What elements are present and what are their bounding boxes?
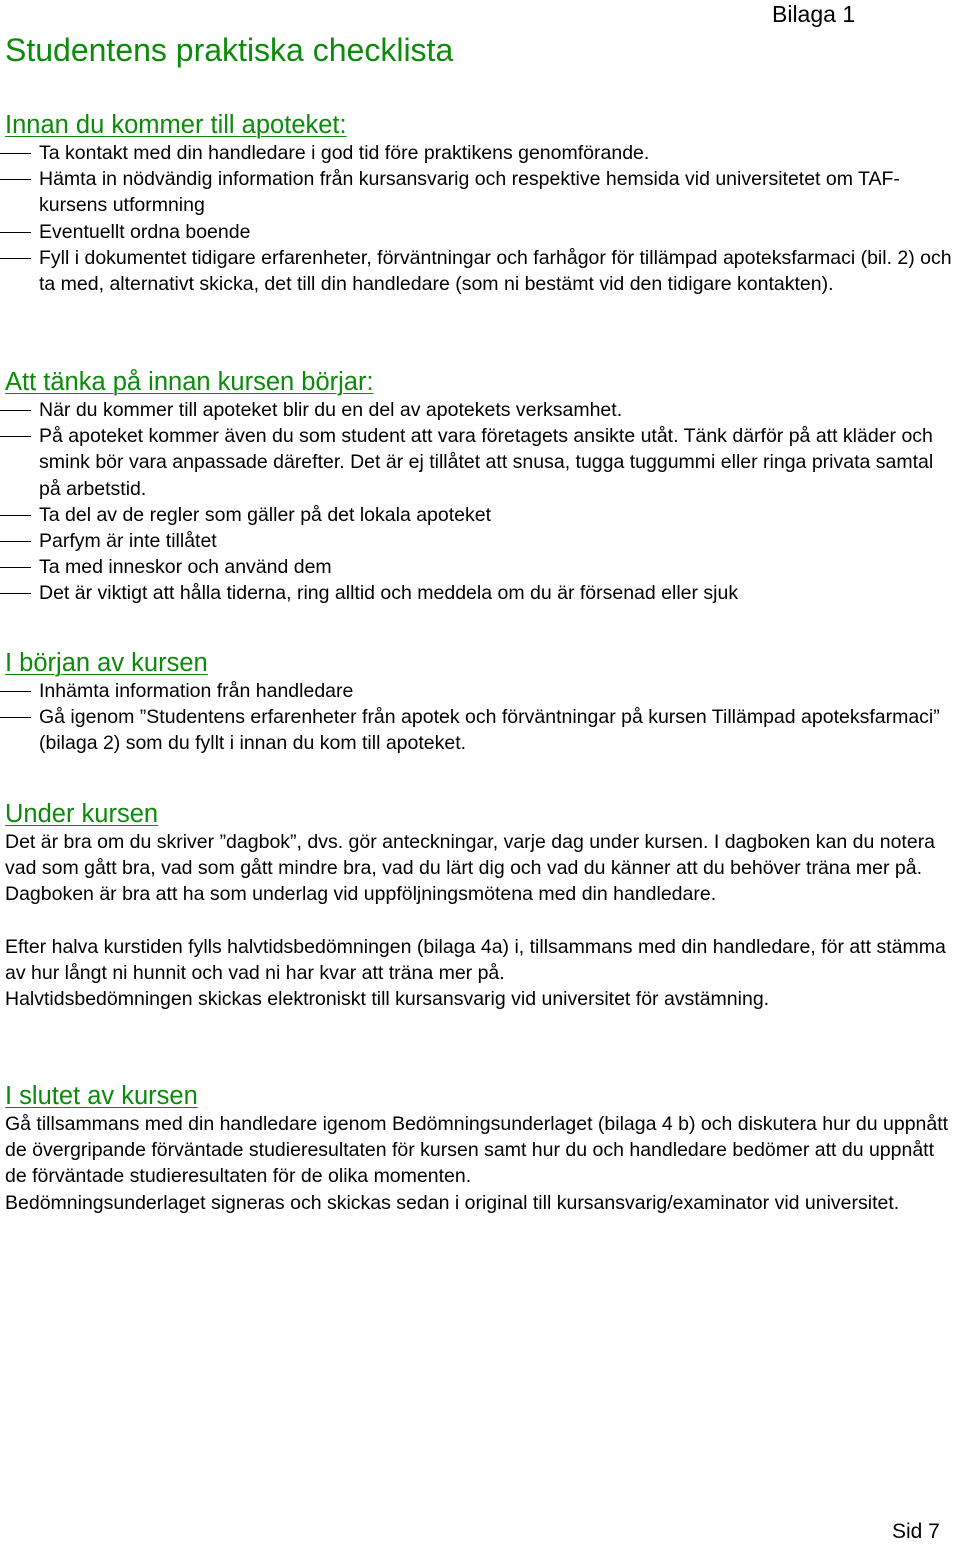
list-item — [5, 219, 957, 245]
list-item-text: Ta med inneskor och använd dem — [39, 556, 332, 579]
checklist — [5, 397, 957, 607]
list-item — [5, 704, 957, 756]
dash-icon — [0, 717, 31, 718]
list-item-text: Ta del av de regler som gäller på det lokala apoteket — [39, 503, 492, 526]
section-during-course — [5, 799, 957, 1012]
list-item-text: Ta kontakt med din handledare i god tid före praktikens genomförande. — [39, 142, 650, 164]
dash-icon — [0, 541, 31, 542]
section-course-start — [5, 648, 957, 757]
list-item — [5, 580, 957, 606]
list-item — [5, 502, 957, 528]
page-number: Sid 7 — [892, 1520, 940, 1543]
dash-icon — [0, 179, 31, 180]
dash-icon — [0, 691, 31, 692]
list-item-text: Fyll i dokumentet tidigare erfarenheter, förväntningar och farhågor för tillämpad apoteksfarmaci (bil. 2) och ta med, alternativt skicka, det till din handledare (som ni bestämt vid den tidigare kontakten). — [39, 246, 952, 296]
list-item-text: Eventuellt ordna boende — [39, 220, 251, 243]
dash-icon — [0, 232, 31, 233]
list-item — [5, 678, 957, 704]
section-heading: Innan du kommer till apoteket: — [5, 111, 347, 139]
paragraph: Halvtidsbedömningen skickas elektroniskt till kursansvarig vid universitet för avstämning. — [5, 988, 770, 1011]
dash-icon — [0, 515, 31, 516]
dash-icon — [0, 258, 31, 259]
list-item — [5, 528, 957, 554]
paragraph: Gå tillsammans med din handledare igenom Bedömningsunderlaget (bilaga 4 b) och diskutera hur du uppnått de övergripande förväntade studieresultaten för kursen samt hur du och handledare bedömer att du uppnått de förväntade studieresultaten för de olika momenten. — [5, 1113, 949, 1188]
section-course-end — [5, 1081, 957, 1216]
paragraph: Bedömningsunderlaget signeras och skickas sedan i original till kursansvarig/examinator vid universitet. — [5, 1191, 900, 1214]
checklist — [5, 140, 957, 297]
list-item-text: Det är viktigt att hålla tiderna, ring alltid och meddela om du är försenad eller sjuk — [39, 582, 739, 605]
list-item-text: Inhämta information från handledare — [39, 680, 354, 702]
list-item-text: På apoteket kommer även du som student att vara företagets ansikte utåt. Tänk därför på att kläder och smink bör vara anpassade därefter. Det är ej tillåtet att snusa, tugga tuggummi eller ringa privata samtal på arbetstid. — [39, 425, 934, 500]
list-item — [5, 423, 957, 502]
section-heading: I slutet av kursen — [5, 1082, 198, 1110]
dash-icon — [0, 567, 31, 568]
page-title: Studentens praktiska checklista — [5, 32, 454, 68]
list-item-text: Hämta in nödvändig information från kursansvarig och respektive hemsida vid universitetet om TAF-kursens utformning — [39, 168, 900, 217]
annex-label: Bilaga 1 — [772, 1, 856, 27]
list-item-text: När du kommer till apoteket blir du en del av apotekets verksamhet. — [39, 399, 623, 421]
list-item — [5, 166, 957, 218]
section-before-pharmacy — [5, 110, 957, 297]
section-heading: Att tänka på innan kursen börjar: — [5, 368, 374, 396]
list-item — [5, 140, 957, 166]
section-heading: Under kursen — [5, 800, 159, 828]
dash-icon — [0, 410, 31, 411]
paragraph: Det är bra om du skriver ”dagbok”, dvs. gör anteckningar, varje dag under kursen. I dagboken kan du notera vad som gått bra, vad som gått mindre bra, vad du lärt dig och vad du känner att du behöver träna mer på. Dagboken är bra att ha som underlag vid uppföljningsmötena med din handledare. — [5, 831, 936, 906]
list-item-text: Parfym är inte tillåtet — [39, 530, 217, 553]
section-heading: I början av kursen — [5, 649, 208, 677]
list-item — [5, 554, 957, 580]
list-item — [5, 245, 957, 297]
paragraph: Efter halva kurstiden fylls halvtidsbedömningen (bilaga 4a) i, tillsammans med din handledare, för att stämma av hur långt ni hunnit och vad ni har kvar att träna mer på. — [5, 935, 946, 984]
dash-icon — [0, 436, 31, 437]
list-item-text: Gå igenom ”Studentens erfarenheter från apotek och förväntningar på kursen Tillämpad apoteksfarmaci” (bilaga 2) som du fyllt i innan du kom till apoteket. — [39, 706, 940, 755]
dash-icon — [0, 153, 31, 154]
list-item — [5, 397, 957, 423]
checklist — [5, 678, 957, 757]
dash-icon — [0, 593, 31, 594]
section-before-course — [5, 367, 957, 607]
